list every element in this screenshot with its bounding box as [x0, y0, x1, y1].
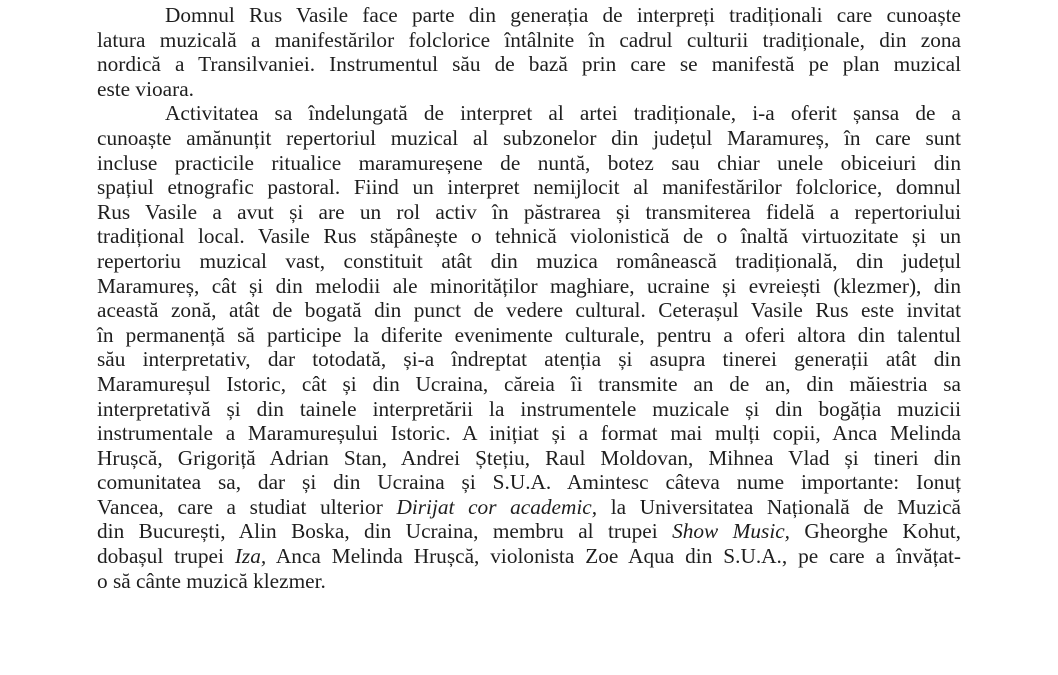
text-line: Maramureșul Istoric, cât și din Ucraina, căreia îi transmite an de an, din măiestria sa: [97, 371, 961, 396]
text-line: Hrușcă, Grigoriță Adrian Stan, Andrei Ștețiu, Raul Moldovan, Mihnea Vlad și tineri din: [97, 445, 961, 470]
italic-band-iza: Iza,: [234, 544, 267, 569]
text-segment: la Universitatea Națională de Muzică: [597, 494, 961, 519]
text-line: comunitatea sa, dar și din Ucraina și S.U.A. Amintesc câteva nume importante: Ionuț: [97, 470, 961, 495]
paragraph-1: [97, 3, 961, 101]
text-line: nordică a Transilvaniei. Instrumentul său de bază prin care se manifestă pe plan muzical: [97, 52, 961, 77]
text-line: în permanență să participe la diferite evenimente culturale, pentru a oferi altora din talentul: [97, 322, 961, 347]
text-line: această zonă, atât de bogată din punct de vedere cultural. Ceterașul Vasile Rus este invitat: [97, 298, 961, 323]
text-line: Maramureș, cât și din melodii ale minorităților maghiare, ucraine și evreiești (klezmer), din: [97, 273, 961, 298]
text-line: instrumentale a Maramureșului Istoric. A inițiat și a format mai mulți copii, Anca Melinda: [97, 421, 961, 446]
paragraph-2: [97, 101, 961, 593]
text-line-with-italic: [97, 544, 961, 569]
text-segment: Gheorghe Kohut,: [790, 519, 961, 544]
text-line: său interpretativ, dar totodată, și-a îndreptat atenția și asupra tinerei generații atât din: [97, 347, 961, 372]
text-segment: Vancea, care a studiat ulterior: [97, 494, 397, 519]
text-segment: din București, Alin Boska, din Ucraina, membru al trupei: [97, 519, 673, 544]
text-segment: dobașul trupei: [97, 544, 235, 569]
text-line: Activitatea sa îndelungată de interpret al artei tradiționale, i-a oferit șansa de a: [165, 101, 961, 126]
text-line: spațiul etnografic pastoral. Fiind un interpret nemijlocit al manifestărilor folclorice, domnul: [97, 175, 961, 200]
text-line: interpretativă și din tainele interpretării la instrumentele muzicale și din bogăția muzicii: [97, 396, 961, 421]
text-line-with-italic: [97, 519, 961, 544]
italic-title-dirijat: Dirijat cor academic,: [396, 494, 598, 519]
text-line: latura muzicală a manifestărilor folclorice întâlnite în cadrul culturii tradiționale, din zona: [97, 27, 961, 52]
document-page: [97, 3, 961, 593]
text-line: incluse practicile ritualice maramureșene de nuntă, botez sau chiar unele obiceiuri din: [97, 150, 961, 175]
text-line: tradițional local. Vasile Rus stăpânește o tehnică violonistică de o înaltă virtuozitate și un: [97, 224, 961, 249]
text-line: cunoaște amănunțit repertoriul muzical al subzonelor din județul Maramureș, în care sunt: [97, 125, 961, 150]
text-line-with-italic: [97, 495, 961, 520]
text-line: o să cânte muzică klezmer.: [97, 568, 326, 593]
text-line: Rus Vasile a avut și are un rol activ în păstrarea și transmiterea fidelă a repertoriului: [97, 199, 961, 224]
text-line: Domnul Rus Vasile face parte din generația de interpreți tradiționali care cunoaște: [165, 3, 961, 27]
text-line: repertoriu muzical vast, constituit atât din muzica românească tradițională, din județul: [97, 248, 961, 273]
text-segment: Anca Melinda Hrușcă, violonista Zoe Aqua din S.U.A., pe care a învățat-: [266, 544, 961, 569]
text-line: este vioara.: [97, 76, 194, 101]
italic-band-show-music: Show Music,: [672, 519, 791, 544]
